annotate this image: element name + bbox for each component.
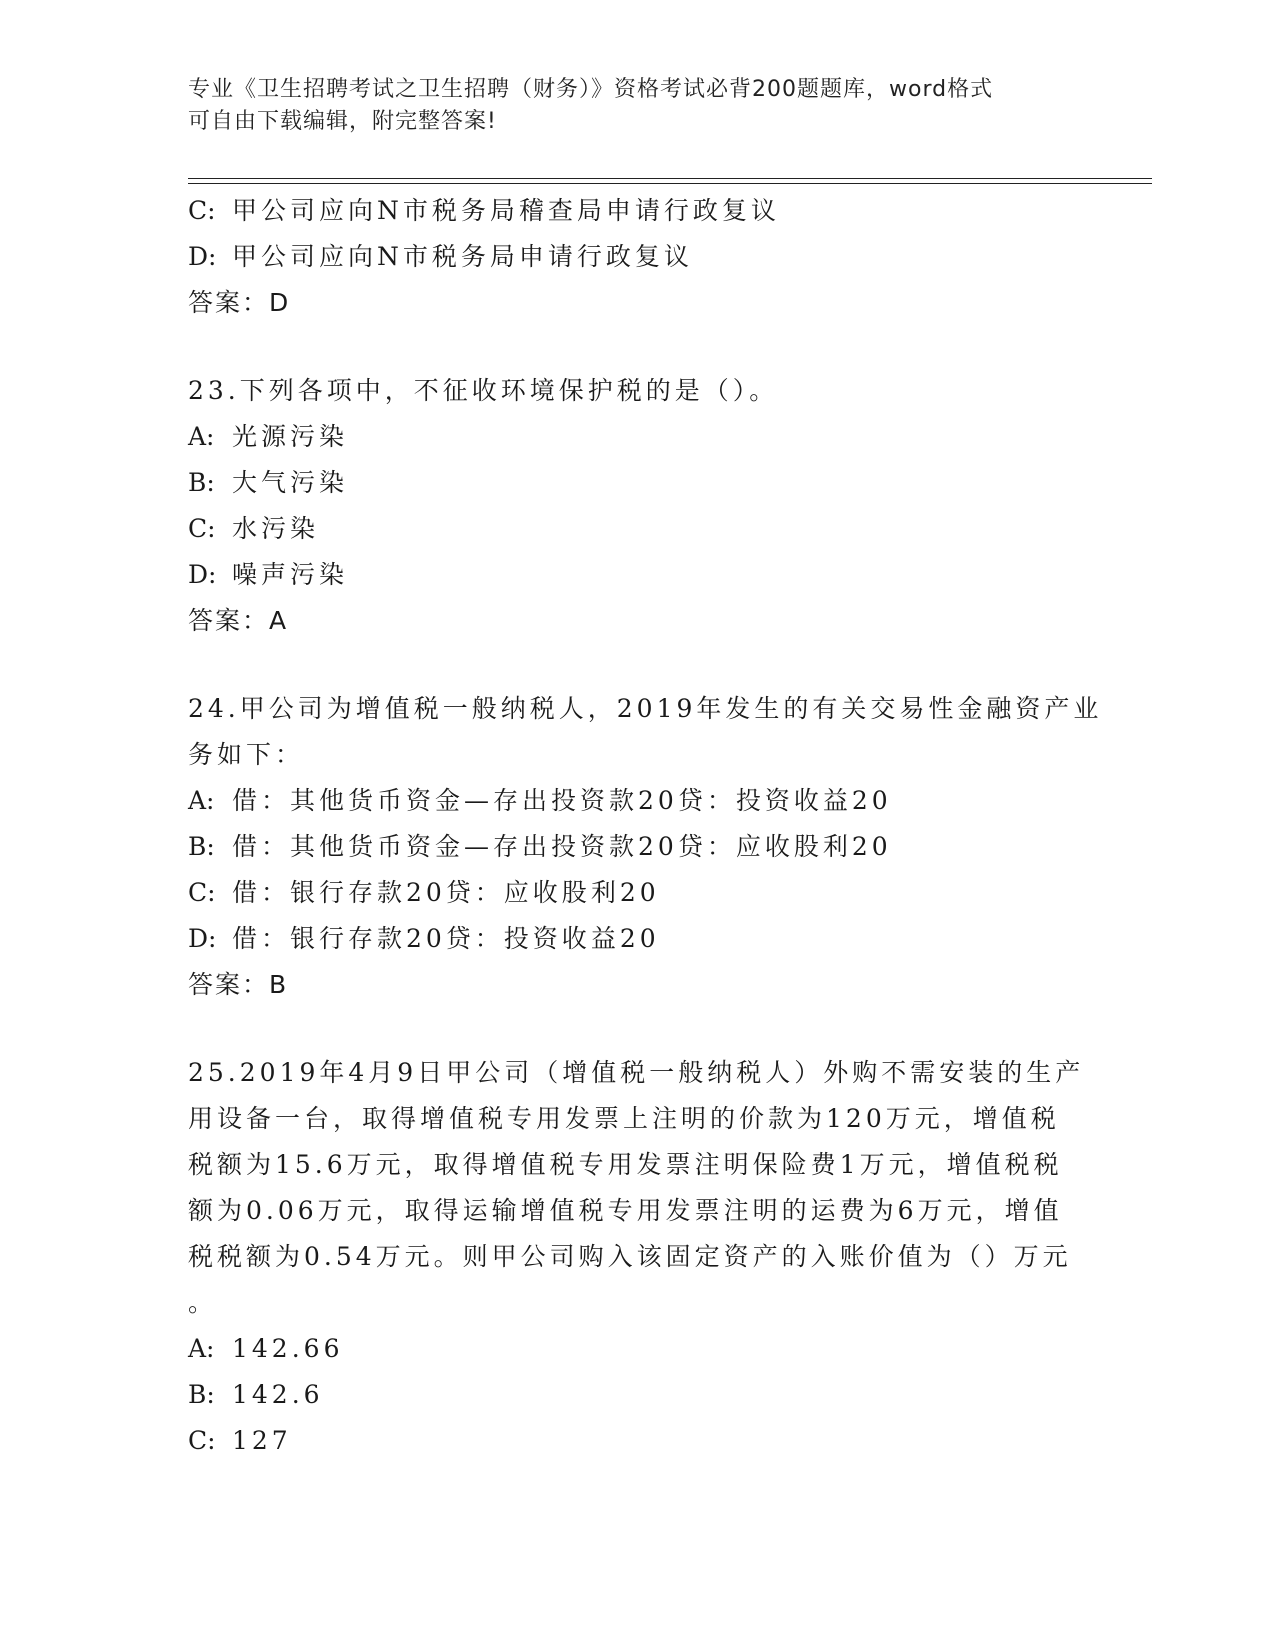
option-text: 光源污染 — [232, 422, 349, 451]
option-text: 噪声污染 — [232, 560, 349, 589]
option-c — [188, 870, 1088, 916]
option-b — [188, 460, 1088, 506]
option-label: C: — [188, 1426, 216, 1455]
question-stem-line: 税税额为0.54万元。则甲公司购入该固定资产的入账价值为（）万元 — [188, 1242, 1072, 1271]
question-stem-line: 务如下： — [188, 740, 305, 769]
header-rule-top — [188, 178, 1152, 179]
option-text: 甲公司应向N市税务局申请行政复议 — [232, 242, 693, 271]
option-text: 142.6 — [232, 1380, 324, 1409]
answer-line: 答案：B — [188, 970, 289, 999]
answer-line: 答案：A — [188, 606, 289, 635]
header-line-1: 专业《卫生招聘考试之卫生招聘（财务）》资格考试必背200题题库，word格式 — [188, 77, 994, 102]
question-stem-line: 25.2019年4月9日甲公司（增值税一般纳税人）外购不需安装的生产 — [188, 1058, 1085, 1087]
spacer — [188, 1008, 1088, 1050]
option-text: 借：银行存款20贷：投资收益20 — [232, 924, 660, 953]
option-text: 借：其他货币资金—存出投资款20贷：投资收益20 — [232, 786, 892, 815]
option-label: C: — [188, 514, 216, 543]
option-b — [188, 824, 1088, 870]
question-stem-line: 税额为15.6万元，取得增值税专用发票注明保险费1万元，增值税税 — [188, 1150, 1063, 1179]
header-line-2: 可自由下载编辑，附完整答案! — [188, 109, 497, 134]
spacer — [188, 326, 1088, 368]
option-label: D: — [188, 560, 217, 589]
option-a — [188, 778, 1088, 824]
option-a — [188, 414, 1088, 460]
question-24 — [188, 686, 1103, 1008]
option-text: 142.66 — [232, 1334, 344, 1363]
question-stem-line: 额为0.06万元，取得运输增值税专用发票注明的运费为6万元，增值 — [188, 1196, 1063, 1225]
spacer — [188, 644, 1088, 686]
question-stem-line: 。 — [188, 1288, 218, 1317]
question-stem-line: 用设备一台，取得增值税专用发票上注明的价款为120万元，增值税 — [188, 1104, 1060, 1133]
option-c — [188, 188, 1088, 234]
question-stem-line: 24.甲公司为增值税一般纳税人，2019年发生的有关交易性金融资产业 — [188, 694, 1103, 723]
option-b — [188, 1372, 1088, 1418]
option-c — [188, 1418, 1088, 1464]
option-label: B: — [188, 832, 215, 861]
option-label: B: — [188, 468, 215, 497]
option-text: 127 — [232, 1426, 292, 1455]
option-a — [188, 1326, 1088, 1372]
option-text: 借：其他货币资金—存出投资款20贷：应收股利20 — [232, 832, 892, 861]
option-label: D: — [188, 924, 217, 953]
header-rule-bottom — [188, 183, 1152, 184]
option-text: 水污染 — [232, 514, 320, 543]
question-list — [188, 188, 1103, 1464]
document-header — [188, 74, 1088, 138]
option-label: D: — [188, 242, 217, 271]
option-label: A: — [188, 786, 215, 815]
option-text: 大气污染 — [232, 468, 349, 497]
option-label: A: — [188, 422, 215, 451]
option-label: A: — [188, 1334, 215, 1363]
option-label: C: — [188, 878, 216, 907]
option-c — [188, 506, 1088, 552]
option-d — [188, 552, 1088, 598]
option-label: C: — [188, 196, 216, 225]
question-23 — [188, 368, 1088, 644]
question-22-tail — [188, 188, 1088, 326]
answer-line: 答案：D — [188, 288, 291, 317]
option-d — [188, 916, 1088, 962]
option-d — [188, 234, 1088, 280]
option-text: 甲公司应向N市税务局稽查局申请行政复议 — [232, 196, 780, 225]
question-stem: 23.下列各项中，不征收环境保护税的是（）。 — [188, 376, 779, 405]
question-25 — [188, 1050, 1088, 1464]
option-text: 借：银行存款20贷：应收股利20 — [232, 878, 660, 907]
option-label: B: — [188, 1380, 215, 1409]
